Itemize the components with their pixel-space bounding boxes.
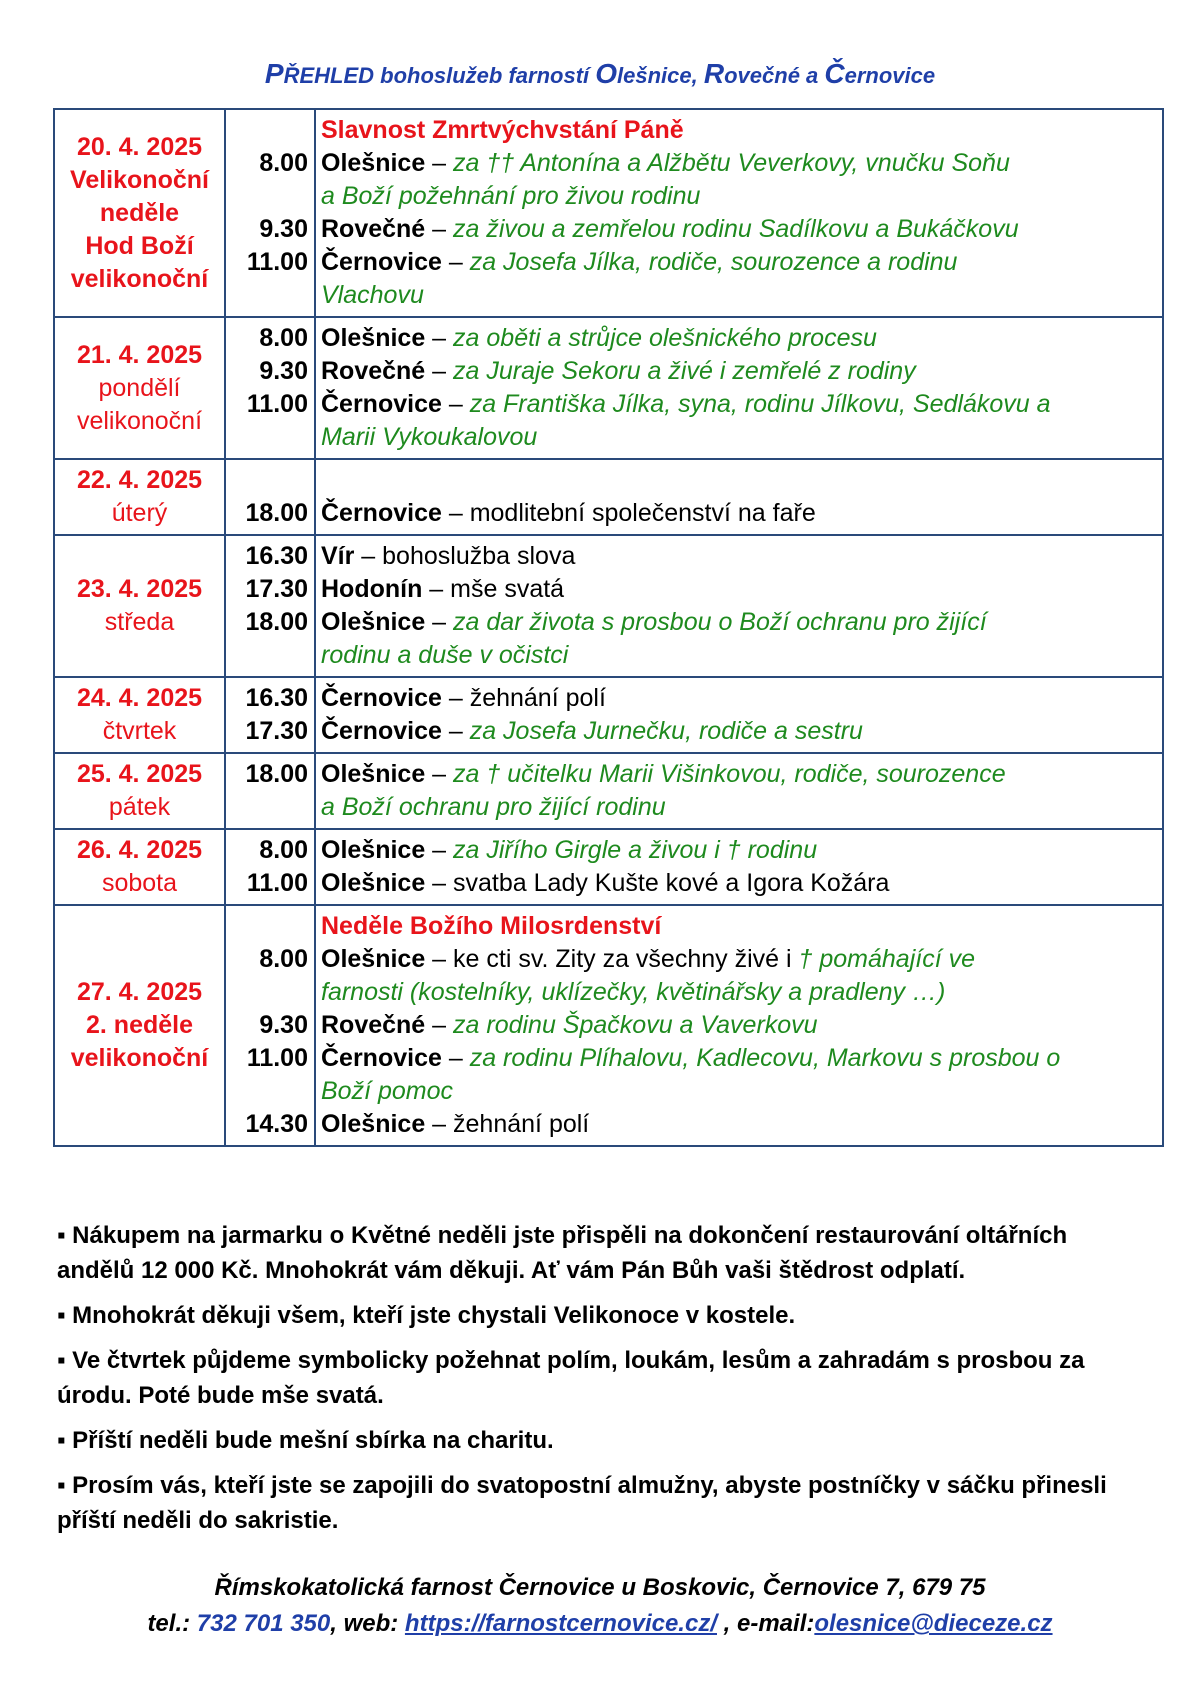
time: 11.00 [246, 869, 308, 897]
footer [0, 1570, 1200, 1642]
date-cell [54, 753, 225, 829]
times-cell [225, 317, 315, 459]
title-part: ernovice [844, 63, 936, 88]
time: 11.00 [246, 1044, 308, 1072]
web-label: , web: [330, 1610, 405, 1637]
intention: za rodinu Plíhalovu, Kadlecovu, Markovu s prosbou o [469, 1044, 1061, 1072]
schedule-row [54, 753, 1163, 829]
date: 20. 4. 2025 [76, 132, 203, 161]
page-title [0, 58, 1200, 90]
title-part: ovečné a [724, 63, 825, 88]
title-part: P [264, 58, 284, 89]
time: 8.00 [259, 149, 308, 177]
dash: – [425, 324, 454, 352]
time: 8.00 [259, 836, 308, 864]
time: 18.00 [245, 499, 308, 527]
tel-label: tel.: [147, 1610, 197, 1637]
time: 8.00 [259, 945, 308, 973]
day-name: Velikonoční [70, 165, 209, 194]
times-cell [225, 905, 315, 1146]
time: 17.30 [245, 575, 308, 603]
dash: – [425, 760, 454, 788]
website-link[interactable]: https://farnostcernovice.cz/ [404, 1610, 717, 1637]
date-cell [54, 109, 225, 317]
service-text: žehnání polí [469, 684, 606, 712]
schedule-row [54, 535, 1163, 677]
services-cell [315, 109, 1163, 317]
schedule-row [54, 829, 1163, 905]
title-part: Č [824, 58, 845, 89]
times-cell [225, 829, 315, 905]
location: Olešnice [321, 836, 426, 864]
intention: farnosti (kostelníky, uklízečky, květinářsky a pradleny …) [321, 978, 946, 1006]
title-part: O [595, 58, 618, 89]
service-text: mše svatá [450, 575, 565, 603]
location: Rovečné [321, 1011, 426, 1039]
parish-address: Římskokatolická farnost Černovice u Boskovic, Černovice 7, 679 75 [214, 1574, 986, 1601]
location: Olešnice [321, 869, 426, 897]
date-cell [54, 677, 225, 753]
location: Černovice [321, 248, 442, 276]
dash: – [425, 1110, 454, 1138]
announcement: ▪ Prosím vás, kteří jste se zapojili do svatopostní almužny, abyste postníčky v sáčku přinesli příští neděli do sakristie. [57, 1472, 1107, 1534]
location: Olešnice [321, 1110, 426, 1138]
service-text: ke cti sv. Zity za všechny živé i [453, 945, 792, 973]
service-text: bohoslužba slova [382, 542, 576, 570]
location: Olešnice [321, 760, 426, 788]
services-cell [315, 677, 1163, 753]
date: 21. 4. 2025 [76, 340, 203, 369]
intention: Vlachovu [321, 281, 424, 309]
intention: za Jiřího Girgle a živou i † rodinu [453, 836, 818, 864]
intention: za živou a zemřelou rodinu Sadílkovu a Bukáčkovu [453, 215, 1019, 243]
location: Hodonín [321, 575, 423, 603]
date: 25. 4. 2025 [76, 760, 203, 788]
location: Olešnice [321, 945, 426, 973]
dash: – [354, 542, 383, 570]
services-cell [315, 535, 1163, 677]
dash: – [425, 836, 454, 864]
location: Olešnice [321, 324, 426, 352]
intention: a Boží požehnání pro živou rodinu [321, 182, 701, 210]
schedule-row [54, 109, 1163, 317]
dash: – [425, 945, 454, 973]
services-cell [315, 753, 1163, 829]
announcements [57, 1218, 1147, 1548]
time: 17.30 [245, 717, 308, 745]
time: 18.00 [245, 760, 308, 788]
location: Černovice [321, 717, 442, 745]
intention: † pomáhající ve [798, 945, 975, 973]
feast-title: Neděle Božího Milosrdenství [321, 912, 662, 940]
email-link[interactable]: olesnice@dieceze.cz [814, 1610, 1053, 1637]
contact-line [0, 1606, 1200, 1642]
intention: za dar života s prosbou o Boží ochranu pro žijící [453, 608, 987, 636]
location: Rovečné [321, 357, 426, 385]
day-name: 2. neděle [86, 1011, 193, 1039]
date: 24. 4. 2025 [76, 684, 203, 712]
title-part: lešnice, [617, 63, 704, 88]
intention: za Josefa Jílka, rodiče, sourozence a rodinu [469, 248, 958, 276]
date-cell [54, 829, 225, 905]
day-name: velikonoční [76, 406, 203, 435]
services-cell [315, 459, 1163, 535]
time: 16.30 [245, 542, 308, 570]
date: 26. 4. 2025 [76, 836, 203, 864]
announcement: ▪ Mnohokrát děkuji všem, kteří jste chystali Velikonoce v kostele. [57, 1302, 796, 1329]
intention: a Boží ochranu pro žijící rodinu [321, 793, 666, 821]
intention: za rodinu Špačkovu a Vaverkovu [453, 1011, 818, 1039]
dash: – [441, 390, 470, 418]
intention: za † učitelku Marii Višinkovou, rodiče, sourozence [453, 760, 1006, 788]
dash: – [441, 499, 470, 527]
dash: – [441, 1044, 470, 1072]
date-cell [54, 459, 225, 535]
time: 9.30 [259, 357, 308, 385]
announcement: ▪ Příští neděli bude mešní sbírka na charitu. [57, 1427, 554, 1454]
location: Černovice [321, 684, 442, 712]
location: Černovice [321, 499, 442, 527]
service-text: modlitební společenství na faře [469, 499, 816, 527]
intention: za †† Antonína a Alžbětu Veverkovy, vnučku Soňu [453, 149, 1010, 177]
schedule-row [54, 317, 1163, 459]
service-text: svatba Lady Kušte kové a Igora Kožára [453, 869, 890, 897]
time: 14.30 [245, 1110, 308, 1138]
day-name: pondělí [98, 373, 181, 402]
schedule-row [54, 905, 1163, 1146]
location: Černovice [321, 1044, 442, 1072]
intention: za oběti a strůjce olešnického procesu [453, 324, 877, 352]
day-name: čtvrtek [102, 717, 177, 745]
phone-number[interactable]: 732 701 350 [196, 1610, 331, 1637]
services-cell [315, 905, 1163, 1146]
title-part: ŘEHLED [283, 63, 375, 88]
dash: – [441, 684, 470, 712]
schedule-table [53, 108, 1164, 1147]
location: Vír [321, 542, 355, 570]
dash: – [425, 869, 454, 897]
services-cell [315, 829, 1163, 905]
dash: – [425, 357, 454, 385]
date: 22. 4. 2025 [76, 466, 203, 494]
date: 27. 4. 2025 [76, 978, 203, 1006]
time: 11.00 [246, 390, 308, 418]
announcement: ▪ Nákupem na jarmarku o Květné neděli jste přispěli na dokončení restaurování oltářních andělů 12 000 Kč. Mnohokrát vám děkuji. Ať vám Pán Bůh vaši štědrost odplatí. [57, 1222, 1068, 1284]
date-cell [54, 317, 225, 459]
day-name: velikonoční [70, 1044, 209, 1072]
intention: za Juraje Sekoru a živé i zemřelé z rodiny [453, 357, 916, 385]
dash: – [441, 717, 470, 745]
service-text: žehnání polí [453, 1110, 590, 1138]
times-cell [225, 753, 315, 829]
location: Olešnice [321, 149, 426, 177]
email-label: , e-mail: [717, 1610, 815, 1637]
times-cell [225, 459, 315, 535]
intention: Marii Vykoukalovou [321, 423, 538, 451]
day-name: Hod Boží [85, 231, 194, 260]
title-part: bohoslužeb farností [374, 63, 596, 88]
day-name: pátek [108, 793, 171, 821]
location: Rovečné [321, 215, 426, 243]
location: Olešnice [321, 608, 426, 636]
date: 23. 4. 2025 [76, 575, 203, 603]
time: 18.00 [245, 608, 308, 636]
intention: za Františka Jílka, syna, rodinu Jílkovu, Sedlákovu a [469, 390, 1051, 418]
day-name: sobota [101, 869, 178, 897]
schedule-row [54, 677, 1163, 753]
day-name: středa [104, 608, 175, 636]
feast-title: Slavnost Zmrtvýchvstání Páně [321, 116, 684, 144]
dash: – [425, 608, 454, 636]
title-part: R [703, 58, 725, 89]
services-cell [315, 317, 1163, 459]
times-cell [225, 677, 315, 753]
dash: – [425, 149, 454, 177]
announcement: ▪ Ve čtvrtek půjdeme symbolicky požehnat polím, loukám, lesům a zahradám s prosbou za úrodu. Poté bude mše svatá. [57, 1347, 1085, 1409]
location: Černovice [321, 390, 442, 418]
time: 16.30 [245, 684, 308, 712]
dash: – [441, 248, 470, 276]
times-cell [225, 535, 315, 677]
date-cell [54, 535, 225, 677]
dash: – [425, 215, 454, 243]
date-cell [54, 905, 225, 1146]
times-cell [225, 109, 315, 317]
intention: Boží pomoc [321, 1077, 454, 1105]
time: 9.30 [259, 1011, 308, 1039]
time: 11.00 [246, 248, 308, 276]
intention: za Josefa Jurnečku, rodiče a sestru [469, 717, 863, 745]
dash: – [422, 575, 451, 603]
time: 8.00 [259, 324, 308, 352]
dash: – [425, 1011, 454, 1039]
intention: rodinu a duše v očistci [321, 641, 569, 669]
day-name: neděle [99, 198, 180, 227]
day-name: velikonoční [70, 264, 209, 293]
schedule-row [54, 459, 1163, 535]
time: 9.30 [259, 215, 308, 243]
day-name: úterý [111, 499, 168, 527]
